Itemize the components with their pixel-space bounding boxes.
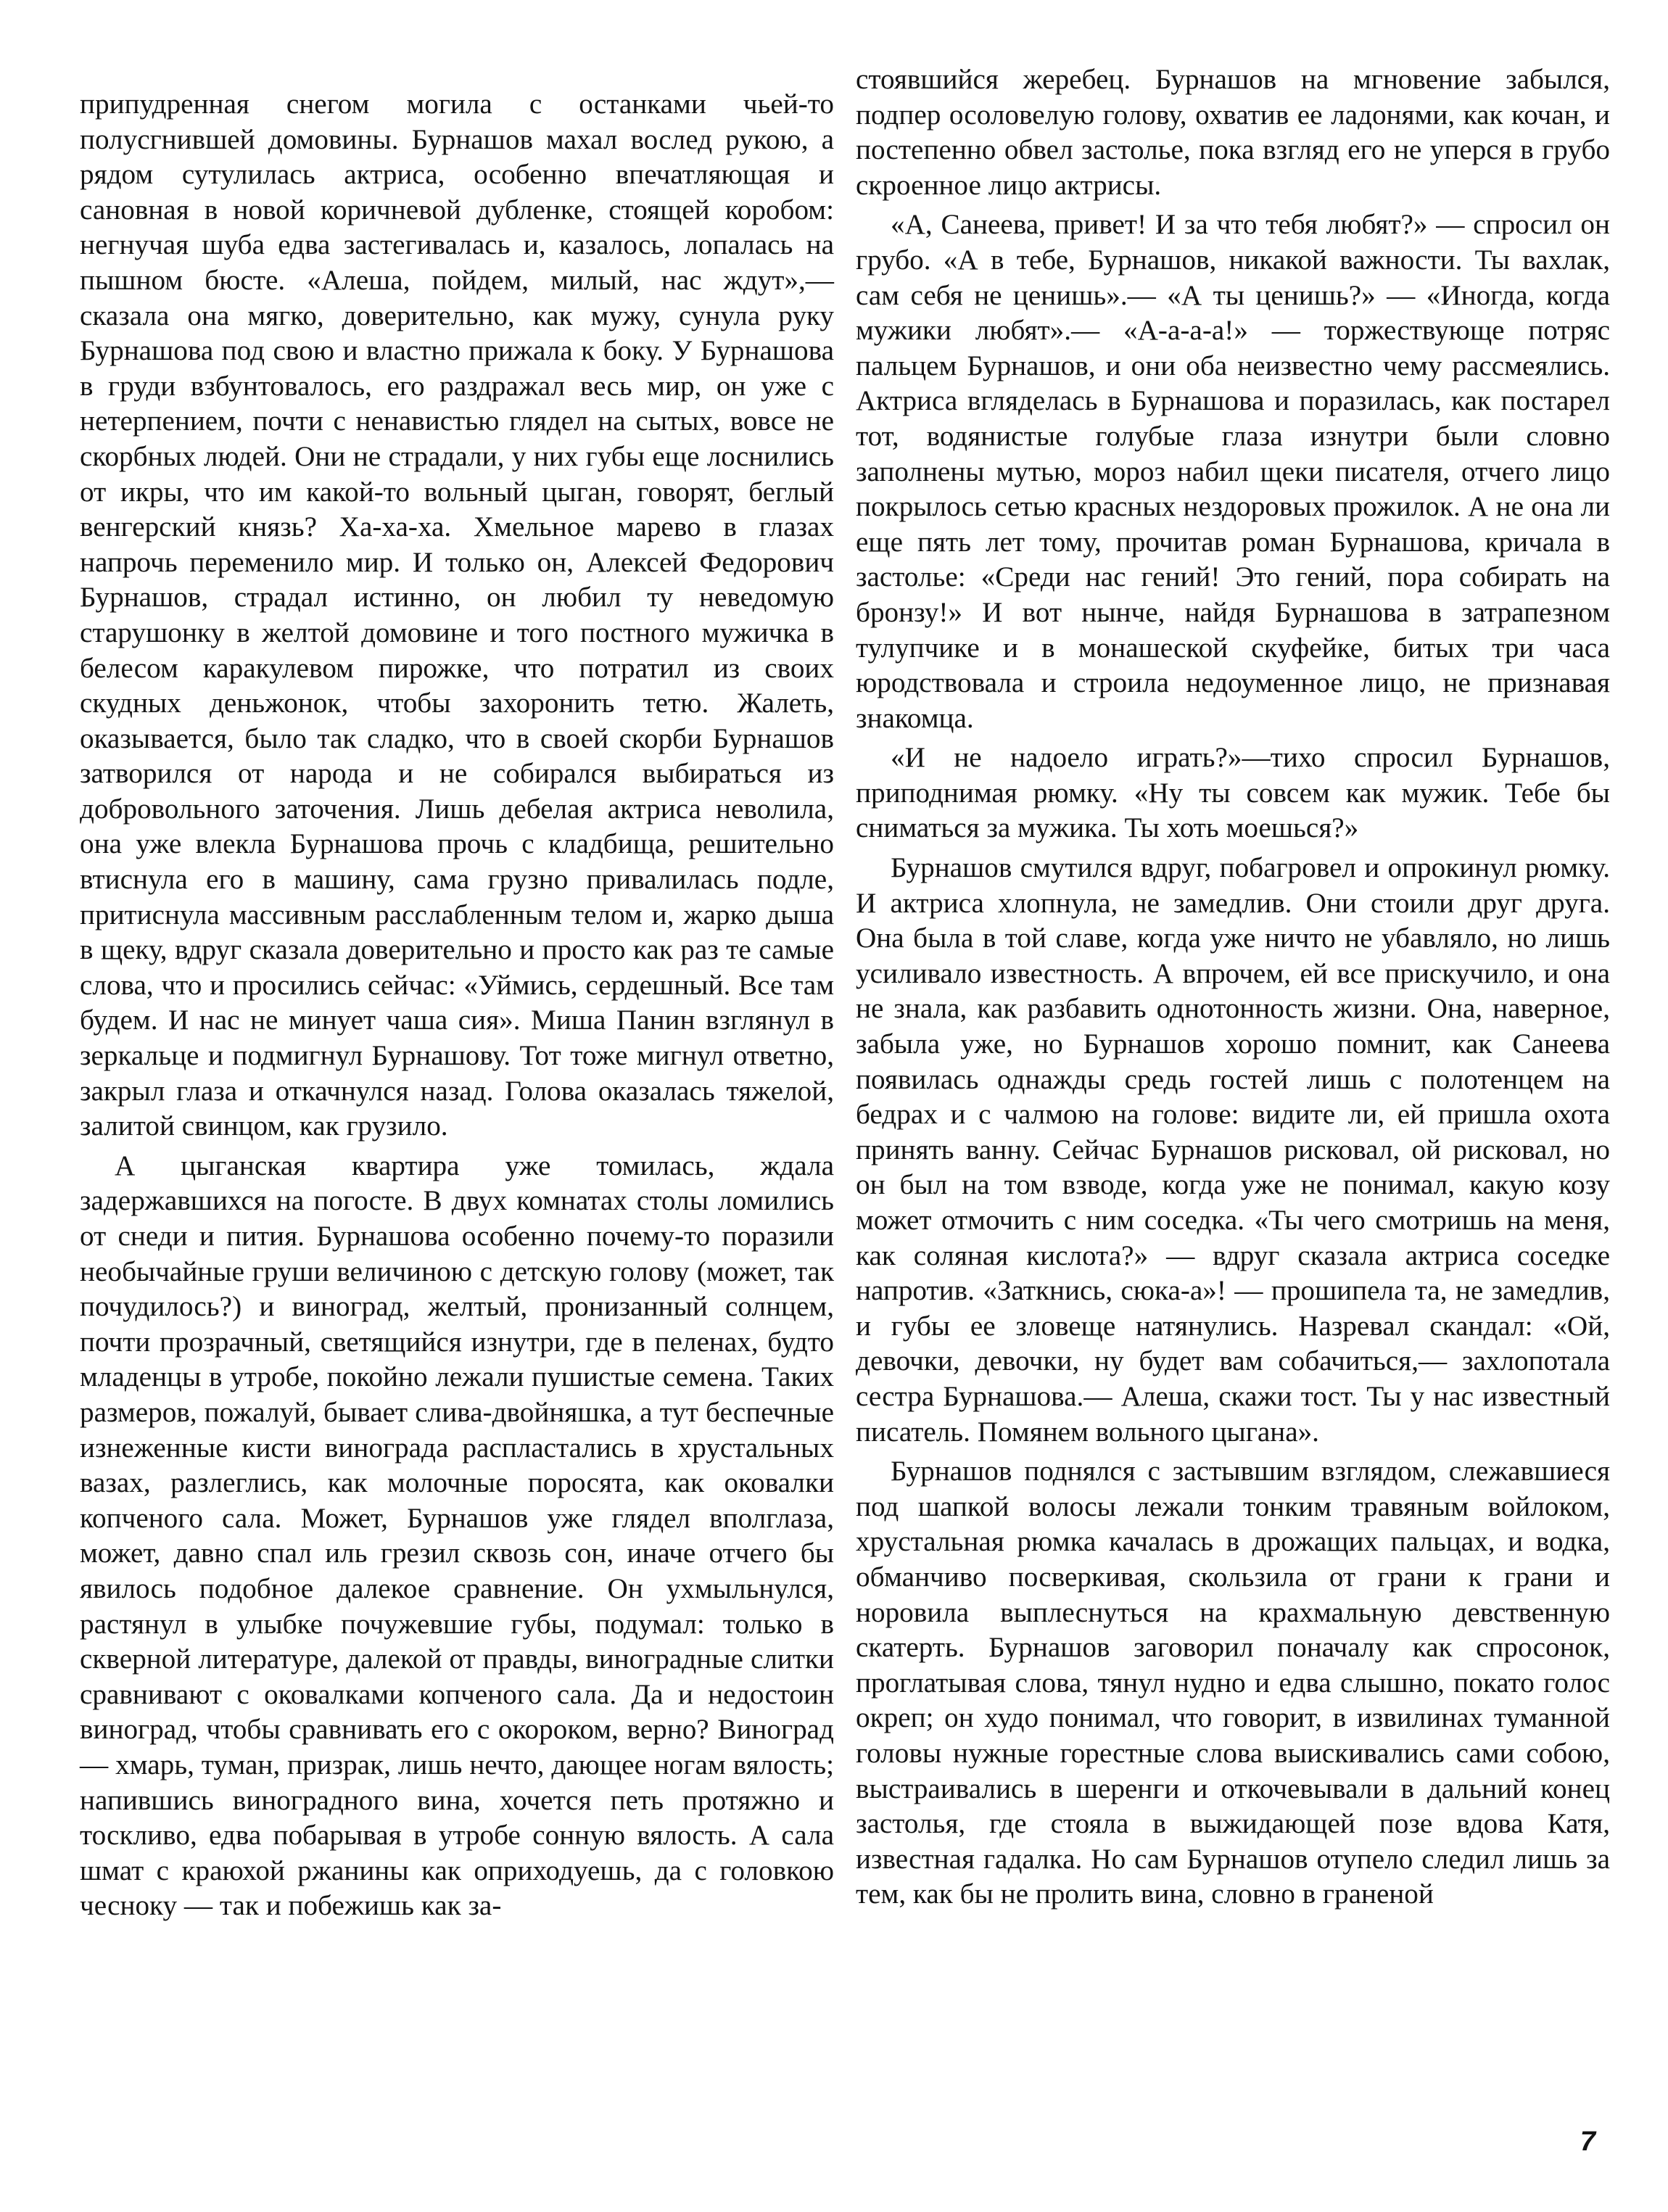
paragraph: стоявшийся жеребец. Бурнашов на мгновение забылся, подпер осоловелую голову, охватив ее ладонями, как кочан, и постепенно обвел застолье, пока взгляд его не уперся в грубо скроенное лицо актрисы. xyxy=(856,64,1610,201)
text-column-left xyxy=(80,87,834,1928)
paragraph: припудренная снегом могила с останками чьей-то полусгнившей домовины. Бурнашов махал вослед рукою, а рядом сутулилась актриса, особенно впечатляющая и сановная в новой коричневой дубленке, стоящей коробом: негнучая шуба едва застегивалась и, казалось, лопалась на пышном бюсте. «Алеша, пойдем, милый, нас ждут»,— сказала она мягко, доверительно, как мужу, сунула руку Бурнашова под свою и властно прижала к боку. У Бурнашова в груди взбунтовалось, его раздражал весь мир, он уже с нетерпением, почти с ненавистью глядел на сытых, вовсе не скорбных людей. Они не страдали, у них губы еще лоснились от икры, что им какой-то вольный цыган, говорят, беглый венгерский князь? Ха-ха-ха. Хмельное марево в глазах напрочь переменило мир. И только он, Алексей Федорович Бурнашов, страдал истинно, он любил ту неведомую старушонку в желтой домовине и того постного мужичка в белесом каракулевом пирожке, что потратил из своих скудных деньжонок, чтобы захоронить тетю. Жалеть, оказывается, было так сладко, что в своей скорби Бурнашов затворился от народа и не собирался выбираться из добровольного заточения. Лишь дебелая актриса неволила, она уже влекла Бурнашова прочь с кладбища, решительно втиснула его в машину, сама грузно привалилась подле, притиснула массивным расслабленным телом и, жарко дыша в щеку, вдруг сказала доверительно и просто как раз те самые слова, что и просились сейчас: «Уймись, сердешный. Все там будем. И нас не минует чаша сия». Миша Панин взглянул в зеркальце и подмигнул Бурнашову. Тот тоже мигнул ответно, закрыл глаза и откачнулся назад. Голова оказалась тяжелой, залитой свинцом, как грузило. xyxy=(80,88,834,1142)
text-column-right xyxy=(856,62,1610,1917)
paragraph: А цыганская квартира уже томилась, ждала задержавшихся на погосте. В двух комнатах столы ломились от снеди и пития. Бурнашова особенно почему-то поразили необычайные груши величиною с детскую голову (может, так почудилось?) и виноград, желтый, пронизанный солнцем, почти прозрачный, светящийся изнутри, где в пеленах, будто младенцы в утробе, покойно лежали пушистые семена. Таких размеров, пожалуй, бывает слива-двойняшка, а тут беспечные изнеженные кисти винограда распластались в хрустальных вазах, разлеглись, как молочные поросята, как оковалки копченого сала. Может, Бурнашов уже глядел вполглаза, может, давно спал иль грезил сквозь сон, иначе отчего бы явилось подобное далекое сравнение. Он ухмыльнулся, растянул в улыбке почужевшие губы, подумал: только в скверной литературе, далекой от правды, виноградные слитки сравнивают с оковалками копченого сала. Да и недостоин виноград, чтобы сравнивать его с окороком, верно? Виноград — хмарь, туман, призрак, лишь нечто, дающее ногам вялость; напившись виноградного вина, хочется петь протяжно и тоскливо, едва побарывая в утробе сонную вялость. А сала шмат с краюхой ржанины как оприходуешь, да с головкою чесноку — так и побежишь как за- xyxy=(80,1150,834,1922)
paragraph: Бурнашов смутился вдруг, побагровел и опрокинул рюмку. И актриса хлопнула, не замедлив. Они стоили друг друга. Она была в той славе, когда уже ничто не убавляло, но лишь усиливало известность. А впрочем, ей все прискучило, и она не знала, как разбавить однотонность жизни. Она, наверное, забыла уже, но Бурнашов хорошо помнит, как Санеева появилась однажды средь гостей лишь с полотенцем на бедрах и с чалмою на голове: видите ли, ей пришла охота принять ванну. Сейчас Бурнашов рисковал, ой рисковал, но он был на том взводе, когда уже не понимал, какую козу может отмочить с ним соседка. «Ты чего смотришь на меня, как соляная кислота?» — вдруг сказала актриса соседке напротив. «Заткнись, сюка-а»! — прошипела та, не замедлив, и губы ее зловеще натянулись. Назревал скандал: «Ой, девочки, девочки, ну будет вам собачиться,— захлопотала сестра Бурнашова.— Алеша, скажи тост. Ты у нас известный писатель. Помянем вольного цыгана». xyxy=(856,852,1610,1448)
paragraph: Бурнашов поднялся с застывшим взглядом, слежавшиеся под шапкой волосы лежали тонким травяным войлоком, хрустальная рюмка качалась в дрожащих пальцах, и водка, обманчиво посверкивая, скользила от грани к грани и норовила выплеснуться на крахмальную девственную скатерть. Бурнашов заговорил поначалу как спросонок, проглатывая слова, тянул нудно и едва слышно, покато голос окреп; он худо понимал, что говорит, в извилинах туманной головы нужные горестные слова выискивались сами собою, выстраивались в шеренги и откочевывали в дальний конец застолья, где стояла в выжидающей позе вдова Катя, известная гадалка. Но сам Бурнашов отупело следил лишь за тем, как бы не пролить вина, словно в граненой xyxy=(856,1456,1610,1910)
paragraph: «А, Санеева, привет! И за что тебя любят?» — спросил он грубо. «А в тебе, Бурнашов, никакой важности. Ты вахлак, сам себя не ценишь».— «А ты ценишь?» — «Иногда, когда мужики любят».— «А-а-а-а!» — торжествующе потряс пальцем Бурнашов, и они оба неизвестно чему рассмеялись. Актриса вгляделась в Бурнашова и поразилась, как постарел тот, водянистые голубые глаза изнутри были словно заполнены мутью, мороз набил щеки писателя, отчего лицо покрылось сетью красных нездоровых прожилок. А не она ли еще пять лет тому, прочитав роман Бурнашова, кричала в застолье: «Среди нас гений! Это гений, пора собирать на бронзу!» И вот нынче, найдя Бурнашова в затрапезном тулупчике и в монашеской скуфейке, битых три часа юродствовала и строила недоуменное лицо, не признавая знакомца. xyxy=(856,209,1610,734)
page-number: 7 xyxy=(1580,2126,1595,2157)
paragraph: «И не надоело играть?»—тихо спросил Бурнашов, приподнимая рюмку. «Ну ты совсем как мужик. Тебе бы сниматься за мужика. Ты хоть моешься?» xyxy=(856,742,1610,844)
